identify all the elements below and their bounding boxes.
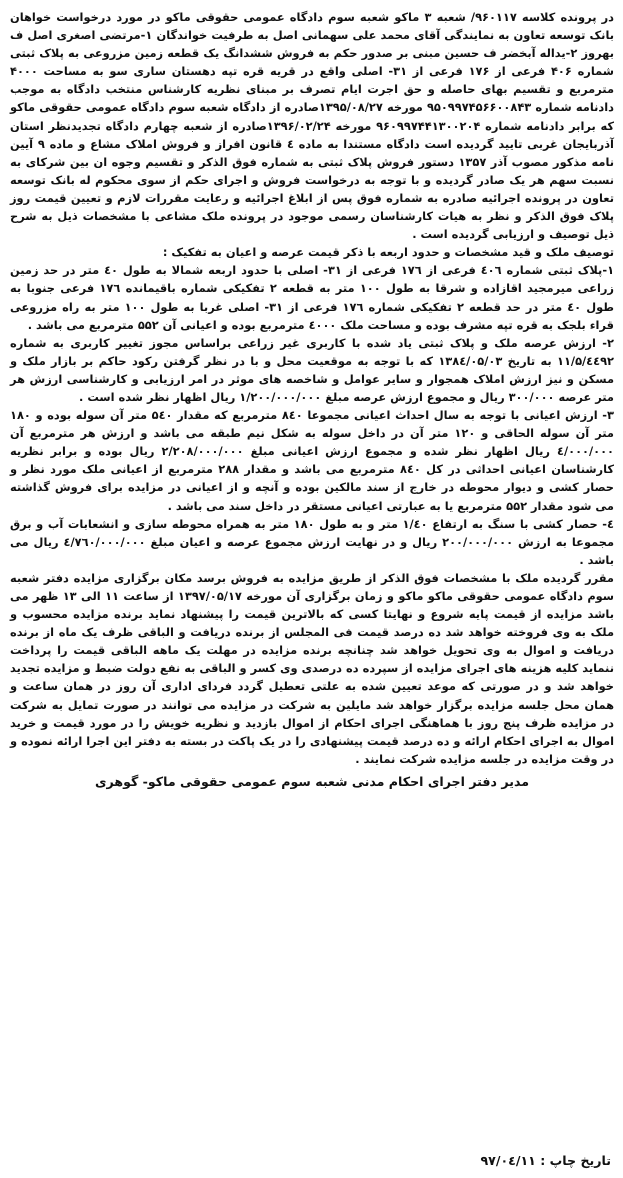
description-heading: توصیف ملک و قید مشخصات و حدود اربعه با ذکر قیمت عرصه و اعیان به تفکیک :	[162, 245, 614, 260]
property-item-2: ۲- ارزش عرصه ملک و پلاک ثبتی یاد شده با کاربری غیر زراعی براساس مجوز تغییر کاربری به شماره ۱۱/۵/٤٤۹۲ به تاریخ ۱۳۸٤/۰۵/۰۳ که با توجه به موقعیت محل و با در نظر گرفتن رکود حاکم بر بازار ملک و مسکن و نیز ارزش املاک همجوار و سایر عوامل و شاخصه های موثر در امر ارزیابی و کارشناسی ارزش هر متر عرصه ۳۰۰/۰۰۰ ریال و مجموع ارزش عرصه مبلغ ۱/۲۰۰/۰۰۰/۰۰۰ ریال اظهار نظر شده است .	[10, 335, 614, 404]
print-date: تاریخ چاپ : ۹۷/۰٤/۱۱	[480, 1153, 611, 1168]
property-item-4: ٤- حصار کشی با سنگ به ارتفاع ۱/٤۰ متر و به طول ۱۸۰ متر به همراه محوطه سازی و انشعابات آب و برق مجموعا به ارزش ۲۰۰/۰۰۰/۰۰۰ ریال و در نهایت ارزش مجموع عرصه و اعیان مبلغ ٤/۷٦۰/۰۰۰/۰۰۰ ریال می باشد .	[10, 516, 614, 567]
auction-terms-paragraph: مقرر گردیده ملک با مشخصات فوق الذکر از طریق مزایده به فروش برسد مکان برگزاری مزایده دفتر شعبه سوم دادگاه عمومی حقوقی ماکو ماکو و زمان برگزاری آن مورخه ۱۳۹۷/۰۵/۱۷ از ساعت ۱۱ الی ۱۳ ظهر می باشد مزایده از قیمت پایه شروع و نهایتا کسی که بالاترین قیمت را پیشنهاد نماید برنده مزایده محسوب و ملک به وی فروخته خواهد شد ده درصد قیمت فی المجلس از برنده دریافت و الباقی ظرف یک ماه از برنده دریافت و اموال به وی تحویل خواهد شد چنانچه برنده مزایده در مهلت یک ماهه الباقی قیمت را پرداخت ننماید کلیه هزینه های اجرای مزایده از سپرده ده درصدی وی کسر و الباقی به نفع دولت ضبط و مزایده تجدید خواهد شد و در صورتی که موعد تعیین شده به علتی تعطیل گردد فردای اداری آن روز در همان ساعت و همان محل جلسه مزایده برگزار خواهد شد مایلین به شرکت در مزایده می توانند در صورت تمایل به شرکت در مزایده ظرف پنج روز با هماهنگی اجرای احکام از اموال بازدید و نظریه خویش را در مورد قیمت و خرید اموال به اجرای احکام ارائه و ده درصد قیمت پیشنهادی را در یک پاکت در بسته به دفتر این اجرا ارائه نموده و در وقت مزایده در جلسه مزایده شرکت نمایند .	[10, 570, 615, 766]
property-item-3: ۳- ارزش اعیانی با توجه به سال احداث اعیانی مجموعا ۸٤۰ مترمربع که مقدار ۵٤۰ متر آن سوله بوده و ۱۸۰ متر آن سوله الحاقی و ۱۲۰ متر آن در داخل سوله به شکل نیم طبقه می باشد و ارزش هر مترمربع آن ٤/۰۰۰/۰۰۰ ریال اظهار نظر شده و مجموع ارزش اعیانی مبلغ ۲/۲۰۸/۰۰۰/۰۰۰ ریال بوده و برابر نظریه کارشناسان اعیانی احداثی در کل ۸٤۰ مترمربع می باشد و مقدار ۲۸۸ مترمربع از اعیانی ملک مورد نظر و حصار کشی و دیوار محوطه در خارج از سند مالکین بوده و آنچه و از اعیانی در مزایده برای فروش گذاشته می شود مقدار ۵۵۲ مترمربع یا به عبارتی اعیانی مستقر در داخل سند می باشد .	[10, 408, 615, 513]
intro-paragraph: در پرونده کلاسه ۹۶۰۱۱۷/ شعبه ۳ ماکو شعبه سوم دادگاه عمومی حقوقی ماکو در مورد درخواست خواهان بانک توسعه تعاون به نمایندگی آقای محمد علی سهمانی اصل به طرفیت خواندگان ۱-مرتضی اصغری اصل ف بهروز ۲-یداله آبخضر ف حسین مبنی بر صدور حکم به فروش ششدانگ یک قطعه زمین مزروعی به پلاک ثبتی شماره ۴۰۶ فرعی از ۱۷۶ فرعی از ۳۱- اصلی واقع در قریه قره تپه دهستان ساری سو به مساحت ۴۰۰۰ مترمربع و تقسیم بهای حاصله و حق اجرت ایام تصرف بر مبنای نظریه کارشناس منتخب دادگاه به موجب دادنامه شماره ۹۵۰۹۹۷۴۵۶۶۰۰۸۴۳ مورخه ۱۳۹۵/۰۸/۲۷صادره از دادگاه شعبه سوم دادگاه عمومی حقوقی ماکو که برابر دادنامه شماره ۹۶۰۹۹۷۴۴۱۳۰۰۲۰۴ مورخه ۱۳۹۶/۰۲/۲۴صادره از شعبه چهارم دادگاه تجدیدنظر استان آذربایجان غربی تایید گردیده است دادگاه مستندا به ماده ٤ قانون افراز و فروش املاک مشاع و ماده ۹ آیین نامه مذکور مصوب آذر ۱۳۵۷ دستور فروش پلاک ثبتی به شماره فوق الذکر و تقسیم وجوه ان بین شرکای به نسبت سهم هر یک صادر گردیده و با توجه به درخواست فروش و اجرای حکم از سوی محکوم له بانک توسعه تعاون در پرونده اجرائیه صادره به شماره فوق پس از ابلاغ اجرائیه و رعایت مقررات لازم و تعیین قیمت روز پلاک فوق الذکر و نظر به هیات کارشناسان رسمی موجود در پرونده ملک مشاعی با مشخصات ذیل به شرح ذیل توصیف و ارزیابی گردیده است .	[10, 10, 615, 242]
signature-line: مدیر دفتر اجرای احکام مدنی شعبه سوم عمومی حقوقی ماکو- گوهری	[94, 773, 530, 789]
property-item-1: ۱-پلاک ثبتی شماره ٤۰٦ فرعی از ۱۷٦ فرعی از ۳۱- اصلی با حدود اربعه شمالا به طول ٤۰ متر در حد زمین زراعی میرمجید اقازاده و شرقا به طول ۱۰۰ متر به قطعه ۲ تفکیکی شماره باقیمانده ۱۷٦ فرعی جنوبا به طول ٤۰ متر در حد قطعه ۲ تفکیکی شماره ۱۷٦ فرعی از ۳۱- اصلی غربا به طول ۱۰۰ متر به راه مزروعی قراء بلجک به قره تپه مشرف بوده و مساحت ملک ٤۰۰۰ مترمربع بوده و اعیانی آن ۵۵۲ مترمربع می باشد .	[10, 263, 615, 332]
